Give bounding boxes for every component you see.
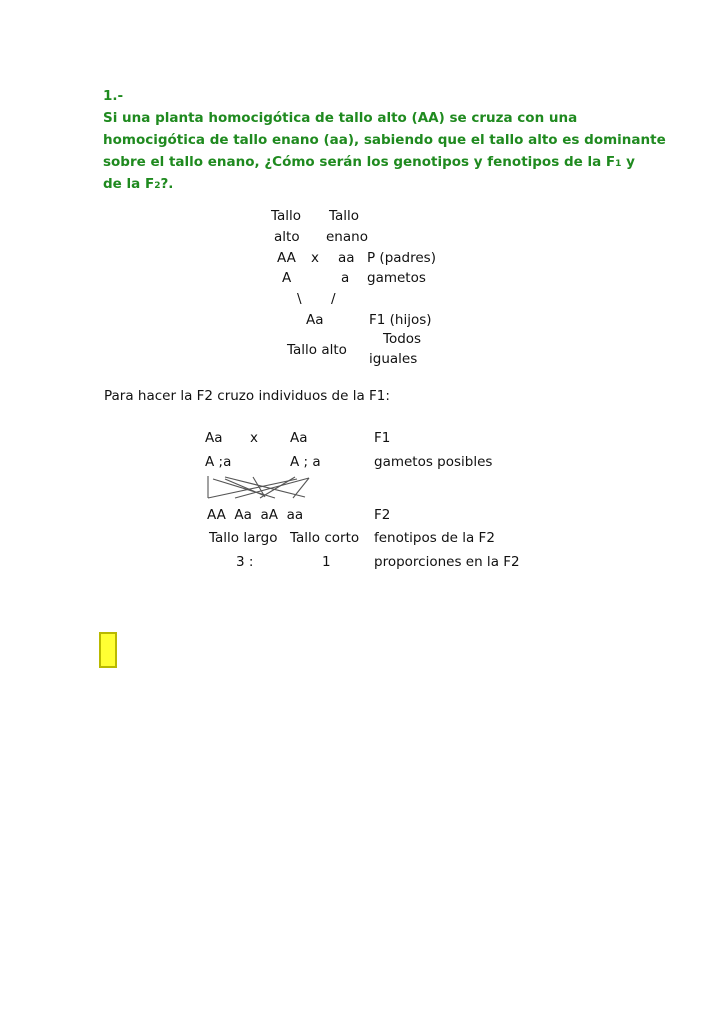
problem-sub-2: 2 xyxy=(154,181,161,191)
problem-line-1: Si una planta homocigótica de tallo alto (AA) se cruza con una xyxy=(103,110,578,126)
cross2-tallo-corto: Tallo corto xyxy=(290,530,360,546)
cross2-gametes-2: A ; a xyxy=(290,454,321,470)
cross1-f1-Aa: Aa xyxy=(306,312,324,328)
cross1-alto: alto xyxy=(274,229,300,245)
cross2-f2-label: F2 xyxy=(374,507,391,523)
cross1-f1-label: F1 (hijos) xyxy=(369,312,432,328)
gamete-cross-lines xyxy=(205,474,315,504)
cross1-tallo-alto: Tallo alto xyxy=(287,342,347,358)
cross1-todos: Todos xyxy=(383,331,422,347)
cross1-backslash: \ xyxy=(297,291,302,307)
cross1-enano: enano xyxy=(326,229,368,245)
cross2-f1-label: F1 xyxy=(374,430,391,446)
cross2-proporciones-label: proporciones en la F2 xyxy=(374,554,520,570)
cross2-ratio-3: 3 : xyxy=(236,554,254,570)
problem-sub-1: 1 xyxy=(615,159,622,169)
cross2-gametos-label: gametos posibles xyxy=(374,454,493,470)
cross2-x: x xyxy=(250,430,258,446)
cross2-tallo-largo: Tallo largo xyxy=(209,530,278,546)
cross1-slash: / xyxy=(331,291,336,307)
cross1-gamete-A: A xyxy=(282,270,292,286)
cross1-gamete-a: a xyxy=(341,270,350,286)
cross2-offspring: AA Aa aA aa xyxy=(207,507,304,523)
problem-number: 1.- xyxy=(103,88,124,104)
cross2-fenotipos-label: fenotipos de la F2 xyxy=(374,530,495,546)
cross2-ratio-1: 1 xyxy=(322,554,331,570)
problem-line-3-text: sobre el tallo enano, ¿Cómo serán los genotipos y fenotipos de la F xyxy=(103,154,616,170)
problem-line-2: homocigótica de tallo enano (aa), sabiendo que el tallo alto es dominante xyxy=(103,132,666,148)
problem-end: ?. xyxy=(160,176,174,192)
problem-line-4-text: de la F xyxy=(103,176,155,192)
cross1-parent-aa: aa xyxy=(338,250,355,266)
cross1-gametos-label: gametos xyxy=(367,270,426,286)
cross2-parent-2: Aa xyxy=(290,430,308,446)
problem-line-4 xyxy=(103,176,173,192)
cross1-tallo-1: Tallo xyxy=(271,208,302,224)
cross1-x: x xyxy=(311,250,319,266)
cross-line-7 xyxy=(293,478,309,498)
cross2-gametes-1: A ;a xyxy=(205,454,232,470)
yellow-marker xyxy=(99,632,117,668)
problem-line-3 xyxy=(103,154,635,170)
cross1-parent-AA: AA xyxy=(277,250,296,266)
cross1-tallo-2: Tallo xyxy=(329,208,360,224)
intro-f2: Para hacer la F2 cruzo individuos de la F1: xyxy=(104,388,390,404)
cross2-parent-1: Aa xyxy=(205,430,223,446)
cross1-p-label: P (padres) xyxy=(367,250,436,266)
problem-y: y xyxy=(621,154,635,170)
cross1-iguales: iguales xyxy=(369,351,418,367)
